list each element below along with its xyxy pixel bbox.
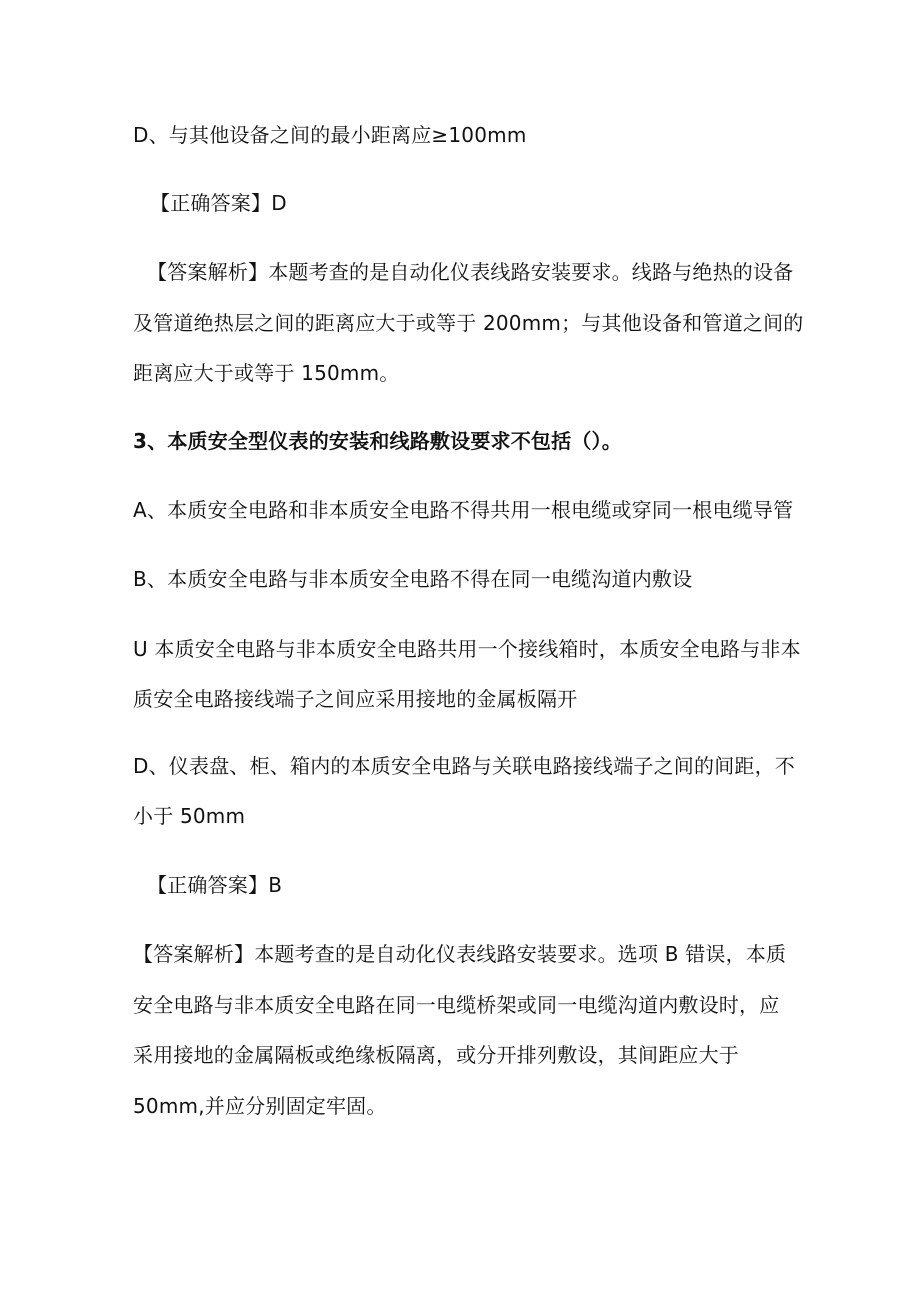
q3-option-d-line-2: 小于 50mm <box>133 804 246 828</box>
q3-analysis-line-2: 安全电路与非本质安全电路在同一电缆桥架或同一电缆沟道内敷设时，应 <box>133 993 780 1017</box>
q2-analysis-line-2: 及管道绝热层之间的距离应大于或等于 200mm；与其他设备和管道之间的 <box>133 311 804 335</box>
q3-correct-answer: 【正确答案】B <box>147 873 283 897</box>
q3-question: 3、本质安全型仪表的安装和线路敷设要求不包括（）。 <box>133 429 622 453</box>
q3-option-b: B、本质安全电路与非本质安全电路不得在同一电缆沟道内敷设 <box>133 567 693 591</box>
q3-option-c-line-1: U 本质安全电路与非本质安全电路共用一个接线箱时，本质安全电路与非本 <box>133 637 801 661</box>
q3-option-c-line-2: 质安全电路接线端子之间应采用接地的金属板隔开 <box>133 687 578 711</box>
q2-option-d: D、与其他设备之间的最小距离应≥100mm <box>133 123 527 147</box>
q3-analysis-line-3: 采用接地的金属隔板或绝缘板隔离，或分开排列敷设，其间距应大于 <box>133 1043 739 1067</box>
q3-option-d-line-1: D、仪表盘、柜、箱内的本质安全电路与关联电路接线端子之间的间距，不 <box>133 754 795 778</box>
q3-analysis-line-4: 50mm,并应分别固定牢固。 <box>133 1094 387 1118</box>
q2-analysis-line-1: 【答案解析】本题考查的是自动化仪表线路安装要求。线路与绝热的设备 <box>147 260 794 284</box>
q2-analysis-line-3: 距离应大于或等于 150mm。 <box>133 361 400 385</box>
q2-correct-answer: 【正确答案】D <box>150 191 287 215</box>
q3-analysis-line-1: 【答案解析】本题考查的是自动化仪表线路安装要求。选项 B 错误，本质 <box>133 942 787 966</box>
q3-option-a: A、本质安全电路和非本质安全电路不得共用一根电缆或穿同一根电缆导管 <box>133 498 794 522</box>
